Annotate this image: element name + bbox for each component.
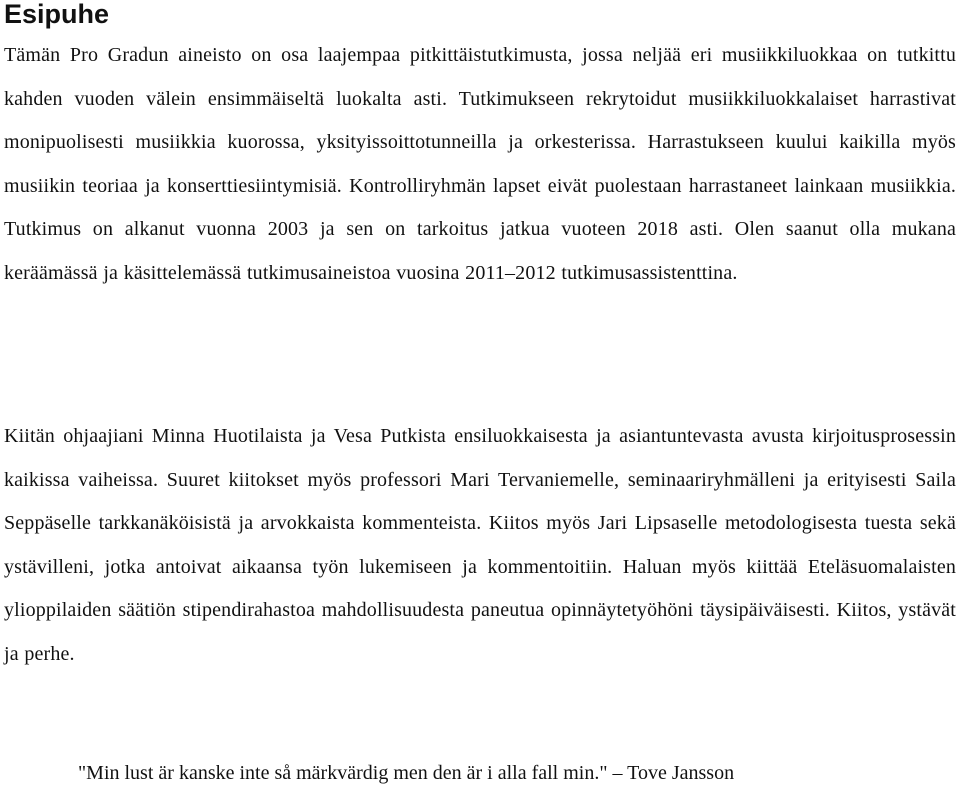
page-title: Esipuhe [4, 0, 110, 29]
epigraph-quote: "Min lust är kanske inte så märkvärdig men den är i alla fall min." – Tove Jansson [78, 762, 735, 784]
paragraph-study-background: Tämän Pro Gradun aineisto on osa laajempaa pitkittäistutkimusta, jossa neljää eri musiikkiluokkaa on tutkittu kahden vuoden välein ensimmäiseltä luokalta asti. Tutkimukseen rekrytoidut musiikkiluokkalaiset harrastivat monipuolisesti musiikkia kuorossa, yksityissoittotunneilla ja orkesterissa. Harrastukseen kuului kaikilla myös musiikin teoriaa ja konserttiesiintymisiä. Kontrolliryhmän lapset eivät puolestaan harrastaneet lainkaan musiikkia. Tutkimus on alkanut vuonna 2003 ja sen on tarkoitus jatkua vuoteen 2018 asti. Olen saanut olla mukana keräämässä ja käsittelemässä tutkimusaineistoa vuosina 2011–2012 tutkimusassistenttina. [4, 44, 956, 284]
paragraph-acknowledgements: Kiitän ohjaajiani Minna Huotilaista ja Vesa Putkista ensiluokkaisesta ja asiantuntevasta avusta kirjoitusprosessin kaikissa vaiheissa. Suuret kiitokset myös professori Mari Tervaniemelle, seminaariryhmälleni ja erityisesti Saila Seppäselle tarkkanäköisistä ja arvokkaista kommenteista. Kiitos myös Jari Lipsaselle metodologisesta tuesta sekä ystävilleni, jotka antoivat aikaansa työn lukemiseen ja kommentoitiin. Haluan myös kiittää Eteläsuomalaisten ylioppilaiden säätiön stipendirahastoa mahdollisuudesta paneutua opinnäytetyöhöni täysipäiväisesti. Kiitos, ystävät ja perhe. [4, 425, 956, 665]
